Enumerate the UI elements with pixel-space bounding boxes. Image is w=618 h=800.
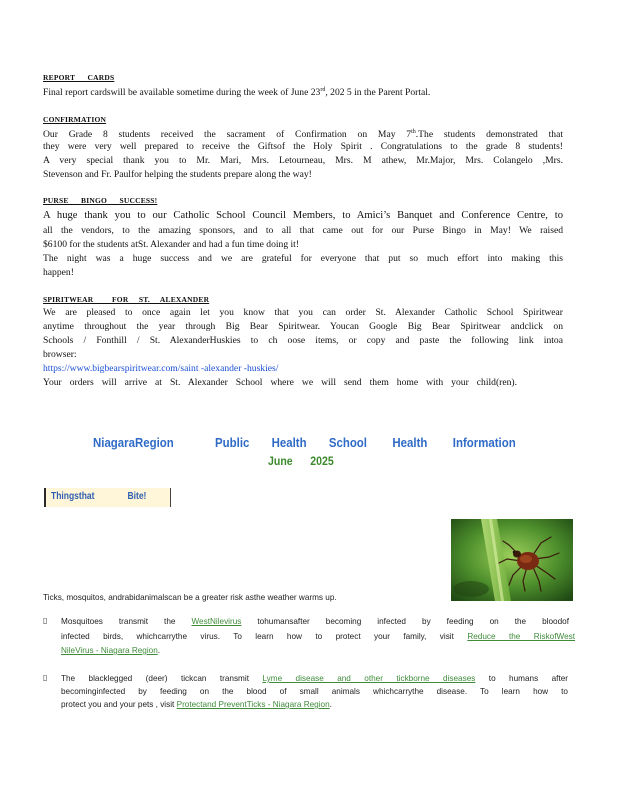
west-nile-link[interactable]: WestNilevirus (191, 617, 242, 626)
bullet-marker: ▯ (43, 673, 48, 682)
bullet1-text: . (157, 646, 161, 655)
confirmation-text-part: Our Grade 8 students received the sacrament of Confirmation on May 7 (43, 129, 412, 141)
purse-bingo-line: A huge thank you to our Catholic School Council Members, to Amici’s Banquet and Conference Centre, to (43, 210, 563, 221)
things-that-bite-label: Thingsthat Bite! (51, 491, 147, 502)
bullet2-text: protect you and your pets , visit (61, 700, 175, 709)
purse-bingo-line: happen! (43, 267, 74, 278)
bullet-marker: ▯ (43, 616, 48, 625)
confirmation-line: A very special thank you to Mr. Mari, Mrs. Letourneau, Mrs. M athew, Mr.Major, Mrs. Colangelo ,Mrs. (43, 155, 563, 166)
purse-bingo-line: $6100 for the students atSt. Alexander and had a fun time doing it! (43, 239, 300, 250)
confirmation-text-part: .The students demonstrated that (415, 129, 563, 141)
spiritwear-link[interactable]: https://www.bigbearspiritwear.com/saint -alexander -huskies/ (43, 363, 279, 374)
spiritwear-line: Schools / Fonthill / St. AlexanderHuskies to ch oose items, or copy and paste the following link intoa (43, 335, 563, 346)
things-that-bite-banner (44, 488, 171, 507)
things-intro: Ticks, mosquitos, andrabidanimalscan be a greater risk asthe weather warms up. (43, 593, 337, 602)
bullet2-text: . (329, 700, 332, 709)
bullet2-line1 (61, 673, 568, 684)
spiritwear-line: browser: (43, 349, 77, 360)
reduce-risk-west-nile-link[interactable]: Reduce the RiskofWest (467, 632, 575, 641)
bullet1-line3 (61, 645, 160, 656)
tick-icon (451, 519, 573, 601)
tick-photo (451, 519, 573, 601)
report-cards-text (43, 85, 563, 98)
purse-bingo-line: all the vendors, to the amazing sponsors, and to all that came out for our Purse Bingo in May! We raised (43, 225, 563, 236)
bullet2-text: to humans after (488, 674, 568, 683)
purse-bingo-heading: PURSE BINGO SUCCESS! (43, 196, 158, 205)
reduce-risk-west-nile-link-cont[interactable]: NileVirus - Niagara Region (61, 646, 158, 655)
bullet2-line2: becominginfected by feeding on the blood of small animals whichcarrythe disease. To learn how to (61, 687, 568, 696)
spiritwear-line: Your orders will arrive at St. Alexander School where we will send them home with your child(ren). (43, 377, 517, 388)
niagara-subtitle: June 2025 (268, 454, 334, 468)
report-cards-text-part: , 202 5 in the Parent Portal. (325, 87, 431, 99)
niagara-title: NiagaraRegion Public Health School Health Information (93, 435, 516, 450)
lyme-disease-link[interactable]: Lyme disease and other tickborne diseases (262, 674, 476, 683)
confirmation-sup: th (411, 129, 416, 135)
confirmation-line: they were very well prepared to receive the Giftsof the Holy Spirit . Congratulations to the grade 8 students! (43, 141, 563, 152)
report-cards-sup: rd (320, 87, 326, 93)
spiritwear-line: We are pleased to once again let you know that you can order St. Alexander Catholic School Spiritwear (43, 307, 563, 318)
confirmation-line: Stevenson and Fr. Paulfor helping the students prepare along the way! (43, 169, 312, 180)
bullet1-line1 (61, 616, 569, 627)
bullet1-text: Mosquitoes transmit the (61, 617, 176, 626)
confirmation-heading: CONFIRMATION (43, 115, 107, 124)
bullet1-line2 (61, 631, 575, 642)
bullet1-text: infected birds, whichcarrythe virus. To learn how to protect your family, visit (61, 632, 454, 641)
confirmation-line (43, 127, 563, 140)
protect-prevent-ticks-link[interactable]: Protectand PreventTicks - Niagara Region (176, 700, 330, 709)
purse-bingo-line: The night was a huge success and we are grateful for everyone that put so much effort into making this (43, 253, 563, 264)
spiritwear-line: anytime throughout the year through Big Bear Spiritwear. Youcan Google Big Bear Spiritwear andclick on (43, 321, 563, 332)
bullet2-text: The blacklegged (deer) tickcan transmit (61, 674, 249, 683)
bullet2-line3 (61, 699, 332, 710)
report-cards-text-part: Final report cardswill be available sometime during the week of June 23 (43, 87, 321, 99)
bullet1-text: tohumansafter becoming infected by feeding on the bloodof (257, 617, 569, 626)
report-cards-heading: REPORT CARDS (43, 73, 115, 82)
spiritwear-heading: SPIRITWEAR FOR ST. ALEXANDER (43, 295, 210, 304)
